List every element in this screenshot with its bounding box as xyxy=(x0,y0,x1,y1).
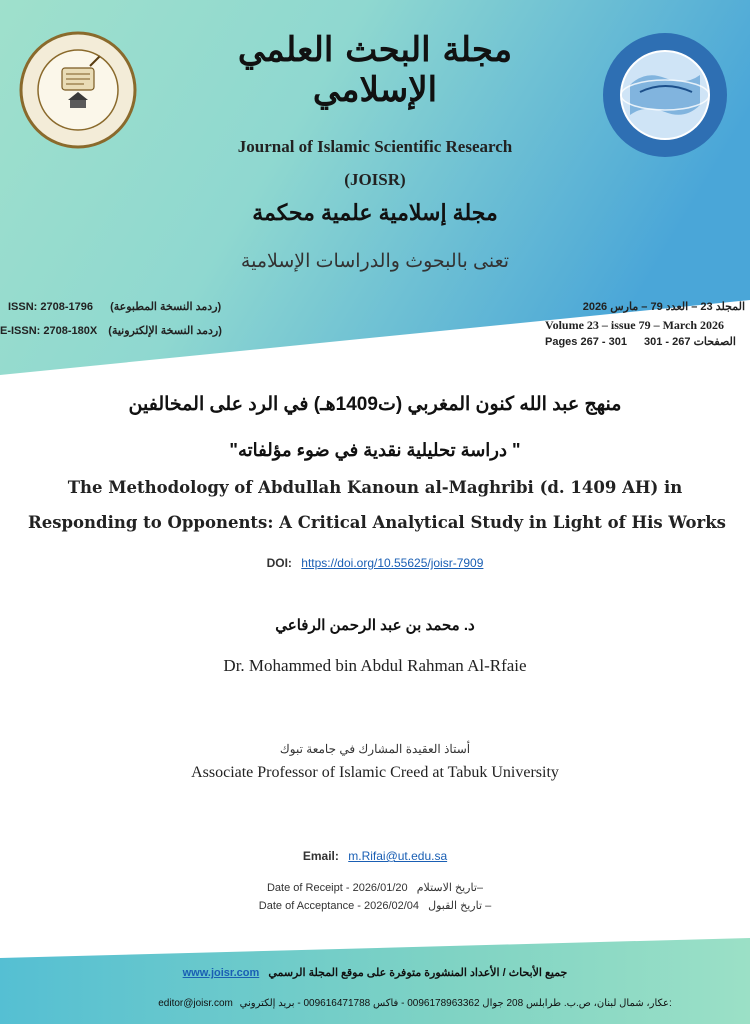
journal-english-title: Journal of Islamic Scientific Research xyxy=(237,137,513,156)
author-name-ar: د. محمد بن عبد الرحمن الرفاعي xyxy=(275,617,475,634)
doi-link[interactable]: https://doi.org/10.55625/joisr-7909 xyxy=(301,556,484,570)
article-title-en-line2: Responding to Opponents: A Critical Analytical Study in Light of His Works xyxy=(28,513,726,532)
issue-en: Volume 23 – issue 79 – March 2026 xyxy=(545,318,725,332)
center-logo-left xyxy=(18,30,138,150)
center-seal-icon xyxy=(18,30,138,150)
issn-online-label-ar: (ردمد النسخة الإلكترونية) xyxy=(108,325,222,337)
footer-email[interactable]: editor@joisr.com xyxy=(158,998,233,1009)
journal-arabic-title: مجلة البحث العلمي الإسلامي xyxy=(237,30,513,110)
issue-pages-ar: الصفحات 267 - 301 xyxy=(644,336,736,348)
issn-print xyxy=(8,300,288,313)
article-title-ar: منهج عبد الله كنون المغربي (ت1409هـ) في الرد على المخالفين xyxy=(128,394,622,415)
journal-abbrev: (JOISR) xyxy=(344,170,406,189)
footer-contact: عكار، شمال لبنان، ص.ب. طرابلس 208 جوال 0096178963362 - فاكس 009616471788 - بريد إلكتروني: xyxy=(239,998,672,1009)
issn-online-value: E-ISSN: 2708-180X xyxy=(0,325,98,337)
article-title-en-line1: The Methodology of Abdullah Kanoun al-Maghribi (d. 1409 AH) in xyxy=(67,478,683,497)
date-receipt xyxy=(150,881,600,894)
issn-print-value: ISSN: 2708-1796 xyxy=(8,301,93,313)
issn-print-label-ar: (ردمد النسخة المطبوعة) xyxy=(110,301,222,313)
article-subtitle-ar: " دراسة تحليلية نقدية في ضوء مؤلفاته" xyxy=(229,440,521,460)
issue-pages-en: Pages 267 - 301 xyxy=(545,336,627,348)
date-receipt-en: Date of Receipt - 2026/01/20 xyxy=(266,882,408,894)
email-label: Email: xyxy=(302,849,339,863)
date-acceptance-ar: تاريخ القبول – xyxy=(428,900,492,912)
email-line xyxy=(150,849,600,863)
issue-pages xyxy=(545,335,750,348)
journal-tagline-ar: مجلة إسلامية علمية محكمة xyxy=(252,200,498,225)
doi-label: DOI: xyxy=(266,556,292,570)
issue-ar: المجلد 23 – العدد 79 – مارس 2026 xyxy=(582,301,745,313)
issn-online xyxy=(0,324,290,337)
author-position-en: Associate Professor of Islamic Creed at Tabuk University xyxy=(191,764,559,781)
email-link[interactable]: m.Rifai@ut.edu.sa xyxy=(348,849,448,863)
author-position-ar: أستاذ العقيدة المشارك في جامعة تبوك xyxy=(279,742,471,756)
doi-line xyxy=(150,556,600,570)
date-receipt-ar: تاريخ الاستلام– xyxy=(416,882,484,894)
date-acceptance xyxy=(150,899,600,912)
footer-site-note: جميع الأبحاث / الأعداد المنشورة متوفرة على موقع المجلة الرسمي xyxy=(268,967,568,979)
footer-site-line xyxy=(100,966,650,979)
footer-contact-line xyxy=(80,998,750,1009)
date-acceptance-en: Date of Acceptance - 2026/02/04 xyxy=(258,900,420,912)
journal-subtitle-ar: تعنى بالبحوث والدراسات الإسلامية xyxy=(240,251,510,272)
footer-site-link[interactable]: www.joisr.com xyxy=(182,967,260,979)
author-name-en: Dr. Mohammed bin Abdul Rahman Al-Rfaie xyxy=(223,656,527,675)
globe-icon xyxy=(600,30,730,160)
academy-logo-right xyxy=(600,30,730,160)
